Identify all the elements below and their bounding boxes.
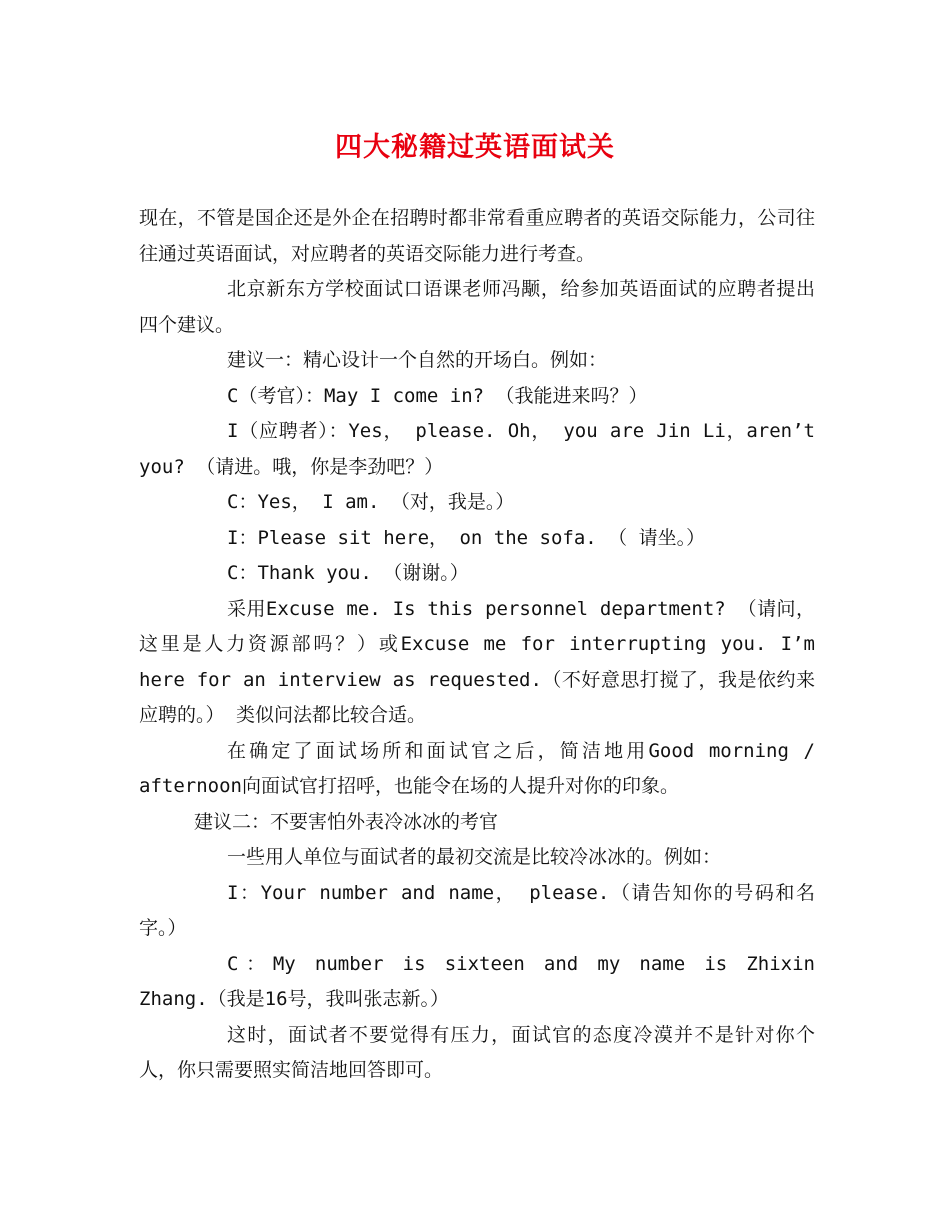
dialogue-line: I（应聘者）：Yes， please. Oh， you are Jin Li，aren’t you? （请进。哦，你是李劲吧？）	[139, 420, 815, 478]
paragraph-suggestion-2: 建议二：不要害怕外表冷冰冰的考官	[194, 810, 499, 833]
document-title: 四大秘籍过英语面试关	[335, 132, 615, 163]
dialogue-line: C：My number is sixteen and my name is Zhixin Zhang.（我是16号，我叫张志新。）	[139, 952, 815, 1010]
dialogue-line: C：Yes， I am. （对，我是。）	[227, 491, 515, 513]
paragraph-intro: 现在，不管是国企还是外企在招聘时都非常看重应聘者的英语交际能力，公司往往通过英语面试，对应聘者的英语交际能力进行考查。	[139, 207, 815, 265]
paragraph-teacher: 北京新东方学校面试口语课老师冯颙，给参加英语面试的应聘者提出四个建议。	[139, 278, 815, 336]
paragraph-advice: 这时，面试者不要觉得有压力，面试官的态度冷漠并不是针对你个人，你只需要照实简洁地回答即可。	[139, 1023, 815, 1081]
paragraph-examples: 采用Excuse me. Is this personnel department? （请问，这里是人力资源部吗？）或Excuse me for interrupting you. I’m here for an interview as requested.（不好意思打搅了，我是依约来应聘的。） 类似问法都比较合适。	[139, 597, 815, 726]
document-body	[139, 201, 815, 1089]
dialogue-line: I：Your number and name， please.（请告知你的号码和名字。）	[139, 881, 815, 939]
paragraph-suggestion-1: 建议一：精心设计一个自然的开场白。例如：	[227, 349, 608, 371]
dialogue-line: C：Thank you. （谢谢。）	[227, 562, 469, 584]
paragraph-cold-intro: 一些用人单位与面试者的最初交流是比较冷冰冰的。例如：	[227, 846, 722, 868]
dialogue-line: I：Please sit here， on the sofa. （ 请坐。）	[227, 526, 706, 549]
paragraph-greeting: 在确定了面试场所和面试官之后，简洁地用Good morning / afternoon向面试官打招呼，也能令在场的人提升对你的印象。	[139, 739, 815, 797]
dialogue-line: C（考官）：May I come in? （我能进来吗？）	[227, 384, 648, 407]
